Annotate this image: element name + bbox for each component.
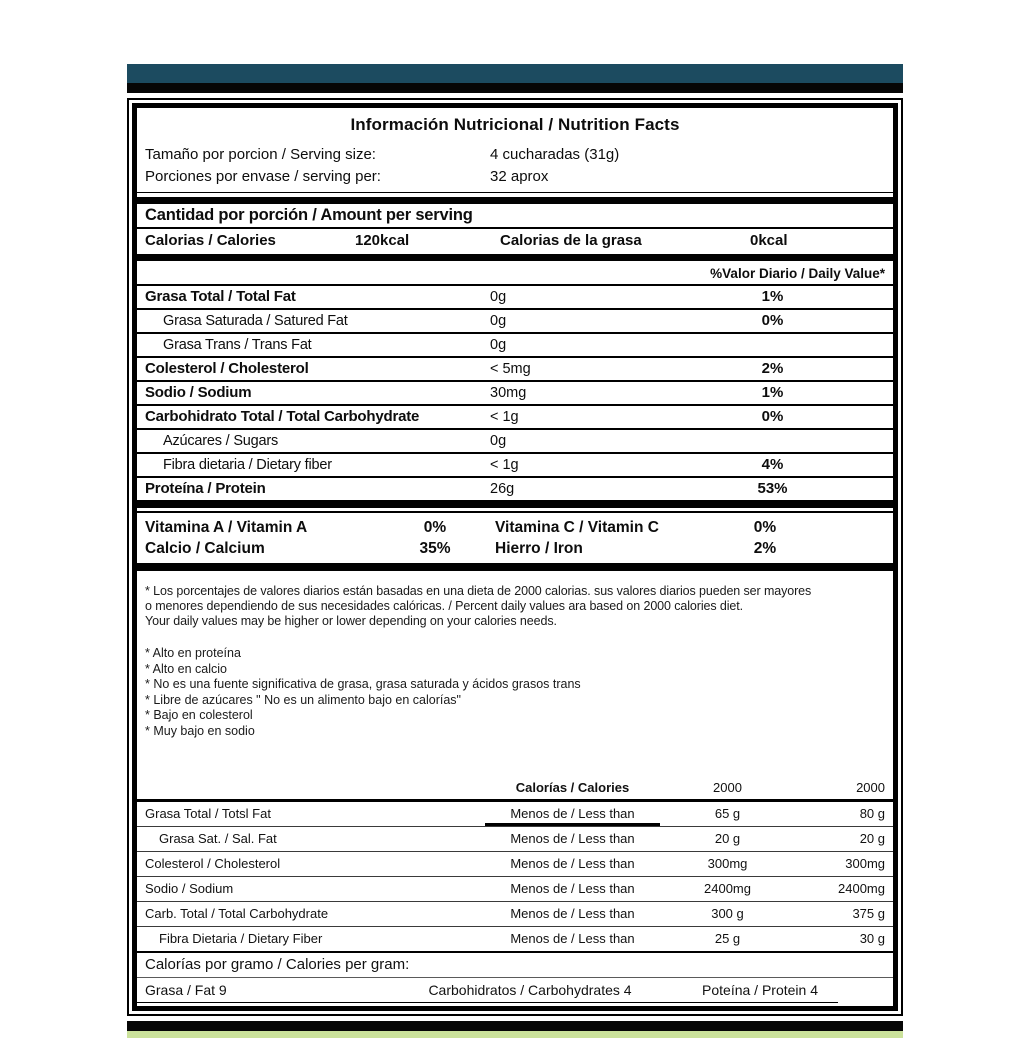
reference-value-2000: 25 g <box>714 931 741 946</box>
nutrient-value: 0g <box>490 289 507 305</box>
claim-item: * Alto en calcio <box>145 661 227 676</box>
daily-value-footnote <box>137 571 893 629</box>
nutrient-label: Sodio / Sodium <box>145 384 252 401</box>
serving-size-row <box>137 144 893 166</box>
thick-divider <box>137 254 893 261</box>
nutrient-value: 26g <box>490 481 515 497</box>
empty-cell <box>145 777 485 799</box>
nutrient-daily-value: 1% <box>761 288 784 305</box>
claim-item: * Alto en proteína <box>145 646 241 660</box>
nutrient-value: < 5mg <box>490 361 531 377</box>
calories-row <box>137 229 893 252</box>
reference-label: Grasa Sat. / Sal. Fat <box>159 831 277 846</box>
reference-condition: Menos de / Less than <box>510 906 635 921</box>
thick-divider <box>137 197 893 204</box>
reference-value-2000: 2400mg <box>704 881 751 896</box>
vitamin-a-label: Vitamina A / Vitamin A <box>145 519 308 536</box>
nutrient-daily-value: 0% <box>761 408 784 425</box>
footnote-line: Your daily values may be higher or lower depending on your calories needs. <box>145 614 557 628</box>
reference-2000-header-b: 2000 <box>856 780 885 795</box>
calories-per-gram-fat: Grasa / Fat 9 <box>145 982 227 998</box>
calcium-label: Calcio / Calcium <box>145 540 265 557</box>
nutrient-daily-value: 53% <box>757 480 788 497</box>
black-accent-bar-bottom <box>127 1021 903 1031</box>
reference-condition: Menos de / Less than <box>510 831 635 846</box>
nutrient-row-sodium <box>137 382 893 406</box>
reference-row-sodium <box>137 877 893 902</box>
serving-size-label: Tamaño por porcion / Serving size: <box>145 146 376 163</box>
nutrient-label: Azúcares / Sugars <box>163 433 279 449</box>
reference-calories-header: Calorías / Calories <box>515 780 630 795</box>
nutrient-row-dietary-fiber <box>137 454 893 478</box>
reference-label: Carb. Total / Total Carbohydrate <box>145 906 329 921</box>
servings-per-container-value: 32 aprox <box>490 168 549 185</box>
reference-row-dietary-fiber <box>137 927 893 951</box>
thick-divider <box>137 500 893 508</box>
reference-value-2000: 65 g <box>714 806 741 821</box>
calcium-value: 35% <box>419 540 451 557</box>
reference-value-2000b: 30 g <box>859 931 885 946</box>
nutrient-daily-value: 4% <box>761 456 784 473</box>
thick-divider <box>137 563 893 571</box>
black-accent-bar-top <box>127 83 903 93</box>
reference-label: Sodio / Sodium <box>145 881 234 896</box>
label-outer-frame <box>127 98 903 1016</box>
nutrient-value: 0g <box>490 313 507 329</box>
nutrient-row-carbohydrate <box>137 406 893 430</box>
nutrient-value: 0g <box>490 337 507 353</box>
nutrient-daily-value: 2% <box>761 360 784 377</box>
reference-value-2000: 300mg <box>707 856 748 871</box>
nutrient-row-total-fat <box>137 286 893 310</box>
nutrient-label: Carbohidrato Total / Total Carbohydrate <box>145 408 420 425</box>
reference-value-2000b: 300mg <box>845 856 885 871</box>
reference-value-2000b: 80 g <box>859 806 885 821</box>
calories-per-gram-title: Calorías por gramo / Calories per gram: <box>137 951 893 978</box>
iron-value: 2% <box>753 540 777 557</box>
iron-label: Hierro / Iron <box>495 540 583 557</box>
reference-condition: Menos de / Less than <box>485 802 660 826</box>
reference-row-total-fat <box>137 802 893 827</box>
nutrient-row-cholesterol <box>137 358 893 382</box>
calories-value: 120kcal <box>355 232 410 249</box>
nutrient-row-sugars <box>137 430 893 454</box>
vitamins-section <box>137 511 893 563</box>
nutrient-value: < 1g <box>490 409 519 425</box>
claim-item: * Bajo en colesterol <box>145 708 253 722</box>
calories-per-gram-row <box>137 978 838 1003</box>
nutrient-daily-value: 1% <box>761 384 784 401</box>
reference-value-2000: 300 g <box>711 906 744 921</box>
nutrient-daily-value <box>630 431 885 451</box>
serving-size-value: 4 cucharadas (31g) <box>490 146 620 163</box>
servings-per-container-label: Porciones por envase / serving per: <box>145 168 381 185</box>
fat-calories-label: Calorias de la grasa <box>500 232 642 249</box>
vitamin-a-value: 0% <box>423 519 447 536</box>
reference-condition: Menos de / Less than <box>510 881 635 896</box>
claim-item: * No es una fuente significativa de grasa, grasa saturada y ácidos grasos trans <box>145 677 581 691</box>
footnote-line: o menores dependiendo de sus necesidades calóricas. / Percent daily values ara based on 2000 calories diet. <box>145 599 744 613</box>
reference-row-carbohydrate <box>137 902 893 927</box>
nutrition-label <box>127 64 903 1038</box>
calories-label: Calorias / Calories <box>145 232 276 249</box>
fat-calories-value: 0kcal <box>750 232 788 249</box>
nutrient-value: < 1g <box>490 457 519 473</box>
vitamin-c-value: 0% <box>753 519 777 536</box>
nutrient-label: Colesterol / Cholesterol <box>145 360 309 377</box>
reference-table-header <box>137 777 893 802</box>
vitamin-row-a-c <box>137 517 893 538</box>
reference-values-table <box>137 777 893 1003</box>
reference-label: Colesterol / Cholesterol <box>145 856 281 871</box>
nutrient-daily-value: 0% <box>761 312 784 329</box>
claim-item: * Libre de azúcares " No es un alimento bajo en calorías" <box>145 692 461 707</box>
vitamin-row-calcium-iron <box>137 538 893 559</box>
reference-2000-header-a: 2000 <box>713 780 742 795</box>
nutrient-value: 30mg <box>490 385 527 401</box>
nutrient-label: Grasa Total / Total Fat <box>145 288 296 305</box>
label-inner-frame <box>132 103 898 1011</box>
servings-per-container-row <box>137 166 893 188</box>
reference-label: Fibra Dietaria / Dietary Fiber <box>159 931 323 946</box>
calories-per-gram-protein: Poteína / Protein 4 <box>702 982 818 998</box>
nutrient-row-protein <box>137 478 893 500</box>
nutrient-label: Grasa Trans / Trans Fat <box>163 337 312 353</box>
divider <box>137 192 893 193</box>
reference-value-2000b: 2400mg <box>838 881 885 896</box>
calories-per-gram-carbs: Carbohidratos / Carbohydrates 4 <box>428 982 632 998</box>
reference-row-saturated-fat <box>137 827 893 852</box>
reference-value-2000: 20 g <box>714 831 741 846</box>
nutrient-daily-value <box>630 335 885 355</box>
teal-accent-bar <box>127 64 903 83</box>
amount-per-serving-header: Cantidad por porción / Amount per serving <box>145 206 473 224</box>
claim-item: * Muy bajo en sodio <box>145 723 255 738</box>
nutrient-label: Proteína / Protein <box>145 480 266 497</box>
footnote-line: * Los porcentajes de valores diarios están basadas en una dieta de 2000 calorias. sus valores diarios pueden ser mayores <box>145 584 812 598</box>
reference-value-2000b: 20 g <box>859 831 885 846</box>
daily-value-header: %Valor Diario / Daily Value* <box>710 266 885 281</box>
nutrient-label: Grasa Saturada / Satured Fat <box>163 313 348 329</box>
nutrition-claims-list <box>137 629 893 739</box>
nutrient-row-trans-fat <box>137 334 893 358</box>
reference-label: Grasa Total / Totsl Fat <box>145 806 271 821</box>
nutrient-row-saturated-fat <box>137 310 893 334</box>
reference-condition: Menos de / Less than <box>510 931 635 946</box>
reference-row-cholesterol <box>137 852 893 877</box>
green-accent-bar <box>127 1031 903 1038</box>
nutrient-value: 0g <box>490 433 507 449</box>
reference-value-2000b: 375 g <box>852 906 885 921</box>
vitamin-c-label: Vitamina C / Vitamin C <box>495 519 659 536</box>
label-title: Información Nutricional / Nutrition Facts <box>350 115 680 134</box>
reference-condition: Menos de / Less than <box>510 856 635 871</box>
nutrient-label: Fibra dietaria / Dietary fiber <box>163 457 332 473</box>
